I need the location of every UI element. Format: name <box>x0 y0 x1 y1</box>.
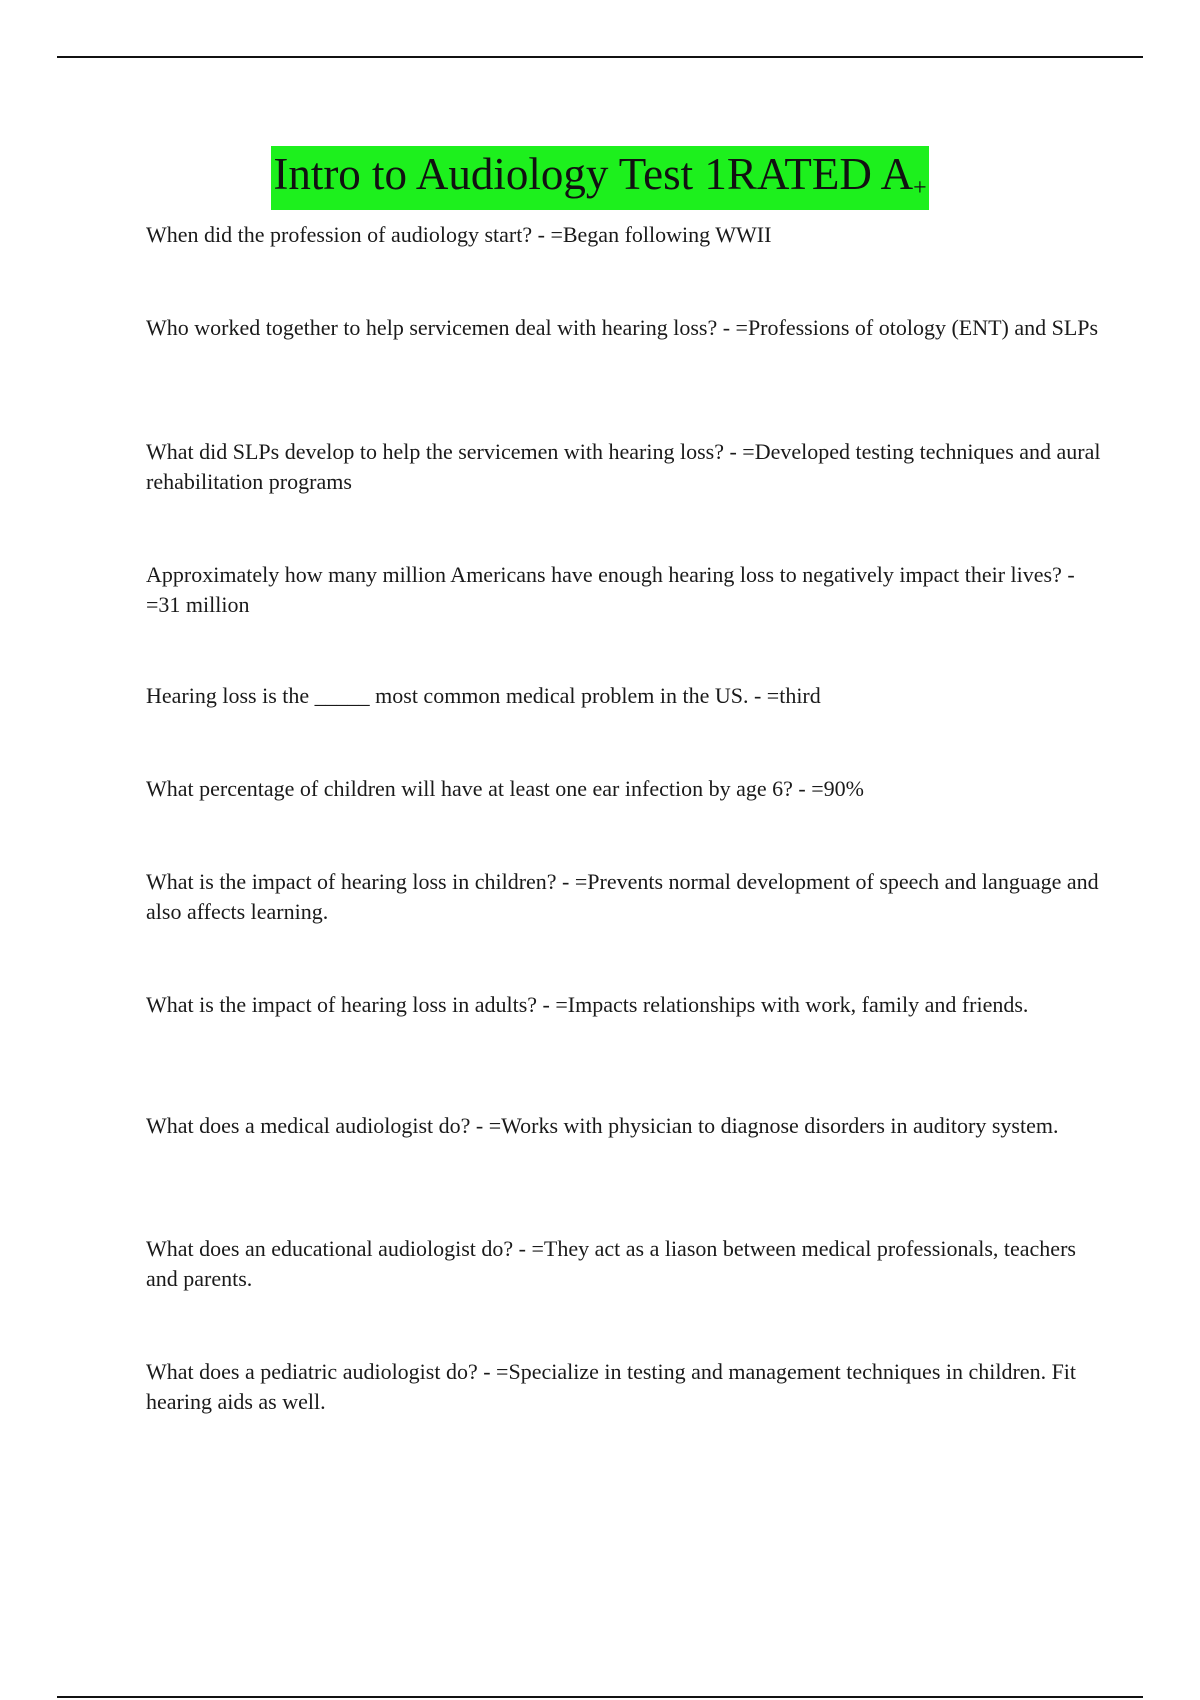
qa-item-4: Approximately how many million Americans have enough hearing loss to negatively impact their lives? - =31 million <box>146 562 1075 617</box>
qa-item-11: What does a pediatric audiologist do? - =Specialize in testing and management techniques in children. Fit hearing aids as well. <box>146 1359 1077 1414</box>
qa-item-5: Hearing loss is the _____ most common medical problem in the US. - =third <box>146 683 821 708</box>
document-title-suffix: + <box>913 175 927 201</box>
qa-item-8: What is the impact of hearing loss in adults? - =Impacts relationships with work, family and friends. <box>146 992 1029 1017</box>
document-title-text: Intro to Audiology Test 1RATED A <box>273 149 914 199</box>
qa-item-2: Who worked together to help servicemen deal with hearing loss? - =Professions of otology (ENT) and SLPs <box>146 315 1099 340</box>
qa-item-6: What percentage of children will have at least one ear infection by age 6? - =90% <box>146 776 864 801</box>
qa-item-3: What did SLPs develop to help the servicemen with hearing loss? - =Developed testing techniques and aural rehabilitation programs <box>146 439 1101 494</box>
qa-item-1: When did the profession of audiology start? - =Began following WWII <box>146 222 772 247</box>
bottom-rule <box>57 1696 1143 1698</box>
document-title <box>271 146 928 210</box>
qa-item-9: What does a medical audiologist do? - =Works with physician to diagnose disorders in auditory system. <box>146 1113 1059 1138</box>
top-rule <box>57 56 1143 58</box>
qa-item-7: What is the impact of hearing loss in children? - =Prevents normal development of speech and language and also affects learning. <box>146 869 1099 924</box>
qa-item-10: What does an educational audiologist do? - =They act as a liason between medical professionals, teachers and parents. <box>146 1236 1076 1291</box>
title-container <box>0 146 1200 210</box>
